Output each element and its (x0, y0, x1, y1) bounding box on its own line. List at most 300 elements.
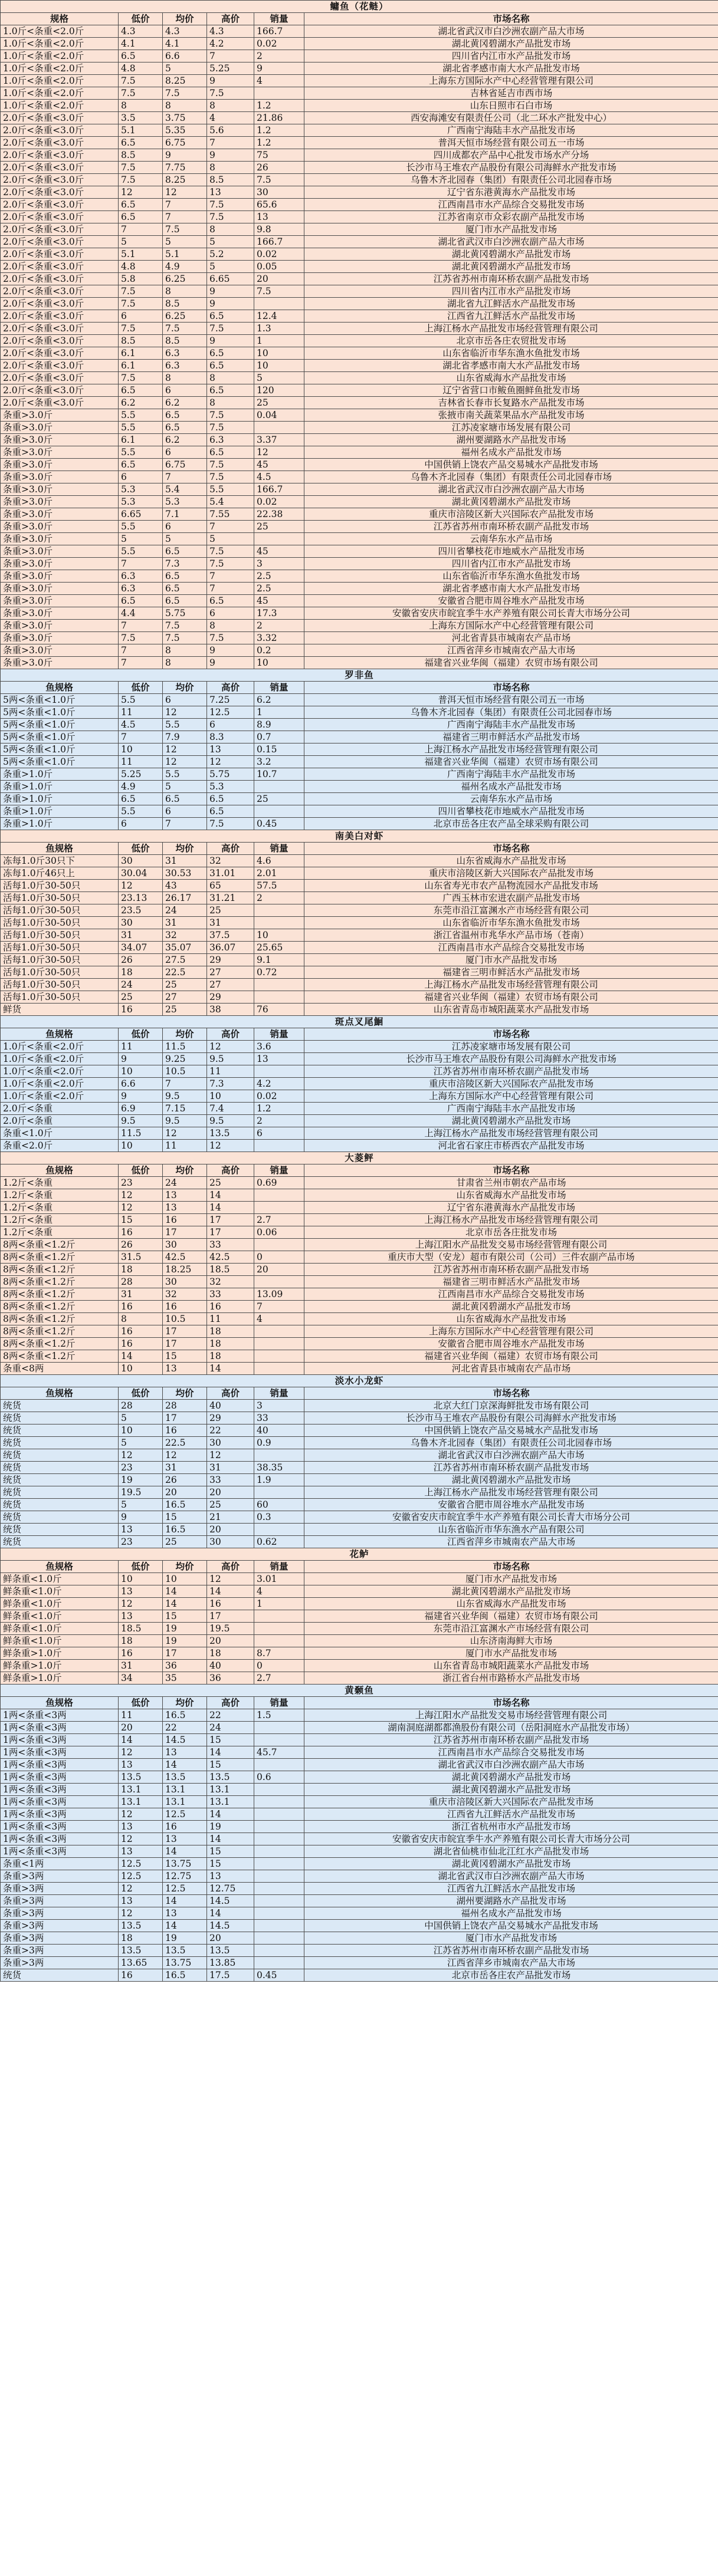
high-price-cell: 30 (207, 1437, 254, 1449)
table-row (1, 867, 718, 880)
low-price-cell: 7.5 (119, 632, 163, 644)
high-price-cell: 32 (207, 855, 254, 867)
spec-cell: 8两<条重<1.2斤 (1, 1251, 119, 1264)
volume-cell: 5 (254, 372, 304, 384)
high-price-cell: 36.07 (207, 942, 254, 954)
market-name-cell: 上海江杨水产品批发市场经营管理有限公司 (304, 1486, 718, 1499)
spec-cell: 1.0斤<条重<2.0斤 (1, 1090, 119, 1103)
market-name-cell: 上海东方国际水产中心经营管理有限公司 (304, 1325, 718, 1338)
high-price-cell: 15 (207, 1759, 254, 1771)
volume-cell: 1.5 (254, 1709, 304, 1722)
low-price-cell: 16 (119, 1004, 163, 1016)
spec-cell: 2.0斤<条重<3.0斤 (1, 174, 119, 186)
low-price-cell: 6.3 (119, 570, 163, 583)
low-price-cell: 8 (119, 100, 163, 112)
market-name-cell: 东莞市沿江富渊水产市场经营有限公司 (304, 1623, 718, 1635)
table-row (1, 1053, 718, 1065)
spec-cell: 2.0斤<条重<3.0斤 (1, 298, 119, 310)
volume-cell: 0.69 (254, 1177, 304, 1189)
spec-cell: 活每1.0斤30-50只 (1, 966, 119, 979)
table-row (1, 1177, 718, 1189)
volume-cell (254, 1796, 304, 1808)
avg-price-cell: 6 (163, 805, 207, 818)
table-row (1, 1932, 718, 1945)
market-name-cell: 厦门市水产品批发市场 (304, 954, 718, 966)
market-name-cell: 中国供销上饶农产品交易城水产品批发市场 (304, 1920, 718, 1932)
market-name-cell: 湖北黄冈碧湖水产品批发市场 (304, 496, 718, 508)
low-price-cell: 7.5 (119, 162, 163, 174)
table-row (1, 100, 718, 112)
avg-price-cell: 22.5 (163, 966, 207, 979)
spec-cell: 统货 (1, 1524, 119, 1536)
avg-price-cell: 6.5 (163, 793, 207, 805)
column-header-row (1, 843, 718, 855)
volume-cell: 3.2 (254, 756, 304, 768)
column-header-row (1, 1697, 718, 1709)
spec-cell: 1.0斤<条重<2.0斤 (1, 75, 119, 87)
spec-cell: 鲜条重>1.0斤 (1, 1660, 119, 1672)
volume-cell: 0.7 (254, 731, 304, 743)
column-header: 均价 (163, 1387, 207, 1400)
volume-cell (254, 917, 304, 929)
low-price-cell: 13 (119, 1524, 163, 1536)
high-price-cell: 20 (207, 1932, 254, 1945)
avg-price-cell: 13 (163, 1907, 207, 1920)
spec-cell: 统货 (1, 1536, 119, 1548)
table-row (1, 719, 718, 731)
market-name-cell: 江苏省苏州市南环桥农副产品批发市场 (304, 521, 718, 533)
spec-cell: 8两<条重<1.2斤 (1, 1350, 119, 1363)
table-row (1, 211, 718, 223)
table-row (1, 372, 718, 384)
table-row (1, 1623, 718, 1635)
low-price-cell: 19 (119, 1474, 163, 1486)
low-price-cell: 4.4 (119, 607, 163, 620)
high-price-cell: 14 (207, 1585, 254, 1598)
avg-price-cell: 17 (163, 1647, 207, 1660)
market-name-cell: 长沙市马王堆农产品股份有限公司海鲜水产批发市场 (304, 1412, 718, 1424)
market-name-cell: 辽宁省营口市鲅鱼圈鲜鱼批发市场 (304, 384, 718, 397)
high-price-cell: 13.1 (207, 1784, 254, 1796)
spec-cell: 8两<条重<1.2斤 (1, 1239, 119, 1251)
high-price-cell: 31.21 (207, 892, 254, 904)
low-price-cell: 10 (119, 1140, 163, 1152)
spec-cell: 1两<条重<3两 (1, 1722, 119, 1734)
avg-price-cell: 8.5 (163, 298, 207, 310)
table-row (1, 1907, 718, 1920)
low-price-cell: 13 (119, 1585, 163, 1598)
market-name-cell: 湖北省孝感市南大水产品批发市场 (304, 360, 718, 372)
column-header: 低价 (119, 1561, 163, 1573)
low-price-cell: 30.04 (119, 867, 163, 880)
high-price-cell: 9 (207, 657, 254, 669)
spec-cell: 条重>3.0斤 (1, 434, 119, 446)
table-row (1, 1524, 718, 1536)
avg-price-cell: 4.3 (163, 25, 207, 38)
market-name-cell: 普洱天恒市场经营有限公司五一市场 (304, 694, 718, 706)
spec-cell: 5两<条重<1.0斤 (1, 756, 119, 768)
market-name-cell: 江西省九江鲜活水产品批发市场 (304, 310, 718, 323)
column-header: 市场名称 (304, 682, 718, 694)
table-row (1, 620, 718, 632)
volume-cell: 0.9 (254, 1437, 304, 1449)
spec-cell: 鲜条重<1.0斤 (1, 1635, 119, 1647)
spec-cell: 1两<条重<3两 (1, 1784, 119, 1796)
high-price-cell: 8 (207, 223, 254, 236)
spec-cell: 鲜货 (1, 1004, 119, 1016)
high-price-cell: 7.5 (207, 545, 254, 558)
volume-cell (254, 1325, 304, 1338)
avg-price-cell: 19 (163, 1635, 207, 1647)
spec-cell: 1.0斤<条重<2.0斤 (1, 100, 119, 112)
low-price-cell: 12 (119, 1883, 163, 1895)
table-row (1, 1920, 718, 1932)
table-row (1, 1610, 718, 1623)
avg-price-cell: 6.5 (163, 583, 207, 595)
volume-cell: 3.6 (254, 1041, 304, 1053)
avg-price-cell: 7 (163, 211, 207, 223)
market-name-cell: 江苏凌家塘市场发展有限公司 (304, 1041, 718, 1053)
market-name-cell: 重庆市涪陵区新大兴国际农产品批发市场 (304, 867, 718, 880)
low-price-cell: 7 (119, 223, 163, 236)
volume-cell (254, 979, 304, 991)
spec-cell: 鲜条重<1.0斤 (1, 1623, 119, 1635)
low-price-cell: 6.5 (119, 595, 163, 607)
avg-price-cell: 7.9 (163, 731, 207, 743)
market-name-cell: 安徽省安庆市皖宜季牛水产养殖有限公司长青大市场分公司 (304, 607, 718, 620)
table-row (1, 743, 718, 756)
volume-cell: 40 (254, 1424, 304, 1437)
high-price-cell: 18.5 (207, 1264, 254, 1276)
high-price-cell: 6 (207, 719, 254, 731)
avg-price-cell: 5.5 (163, 719, 207, 731)
table-row (1, 422, 718, 434)
high-price-cell: 6.3 (207, 434, 254, 446)
low-price-cell: 13.5 (119, 1945, 163, 1957)
avg-price-cell: 24 (163, 1177, 207, 1189)
volume-cell (254, 1808, 304, 1821)
spec-cell: 2.0斤<条重<3.0斤 (1, 248, 119, 261)
volume-cell: 0.02 (254, 496, 304, 508)
spec-cell: 条重<1.0斤 (1, 1127, 119, 1140)
volume-cell (254, 1350, 304, 1363)
market-name-cell: 福建省三明市鲜活水产品批发市场 (304, 731, 718, 743)
spec-cell: 8两<条重<1.2斤 (1, 1313, 119, 1325)
spec-cell: 5两<条重<1.0斤 (1, 694, 119, 706)
spec-cell: 1两<条重<3两 (1, 1833, 119, 1845)
low-price-cell: 11.5 (119, 1127, 163, 1140)
table-row (1, 706, 718, 719)
column-header: 均价 (163, 682, 207, 694)
volume-cell (254, 1486, 304, 1499)
spec-cell: 条重>3两 (1, 1870, 119, 1883)
avg-price-cell: 13.75 (163, 1858, 207, 1870)
table-row (1, 1214, 718, 1226)
avg-price-cell: 25 (163, 1536, 207, 1548)
spec-cell: 1.0斤<条重<2.0斤 (1, 1053, 119, 1065)
table-row (1, 38, 718, 50)
avg-price-cell: 6.75 (163, 459, 207, 471)
low-price-cell: 12.5 (119, 1870, 163, 1883)
volume-cell: 33 (254, 1412, 304, 1424)
avg-price-cell: 16.5 (163, 1524, 207, 1536)
volume-cell (254, 805, 304, 818)
low-price-cell: 11 (119, 706, 163, 719)
spec-cell: 1.2斤<条重 (1, 1189, 119, 1202)
table-row (1, 75, 718, 87)
low-price-cell: 5.5 (119, 805, 163, 818)
column-header-row (1, 1387, 718, 1400)
spec-cell: 5两<条重<1.0斤 (1, 743, 119, 756)
high-price-cell: 18 (207, 1647, 254, 1660)
low-price-cell: 5 (119, 1499, 163, 1511)
avg-price-cell: 12 (163, 706, 207, 719)
low-price-cell: 7.5 (119, 174, 163, 186)
column-header: 低价 (119, 1164, 163, 1177)
market-name-cell: 湖州要湖路水产品批发市场 (304, 434, 718, 446)
avg-price-cell: 8 (163, 644, 207, 657)
spec-cell: 条重>3.0斤 (1, 644, 119, 657)
spec-cell: 5两<条重<1.0斤 (1, 731, 119, 743)
high-price-cell: 6.5 (207, 360, 254, 372)
table-row (1, 768, 718, 781)
avg-price-cell: 13 (163, 1746, 207, 1759)
high-price-cell: 7 (207, 570, 254, 583)
low-price-cell: 5 (119, 1437, 163, 1449)
volume-cell: 2.01 (254, 867, 304, 880)
volume-cell: 0 (254, 1660, 304, 1672)
spec-cell: 1.0斤<条重<2.0斤 (1, 38, 119, 50)
spec-cell: 1两<条重<3两 (1, 1796, 119, 1808)
market-name-cell: 江苏省苏州市南环桥农副产品批发市场 (304, 273, 718, 285)
spec-cell: 条重>3.0斤 (1, 583, 119, 595)
high-price-cell: 7 (207, 50, 254, 62)
avg-price-cell: 32 (163, 929, 207, 942)
table-row (1, 1784, 718, 1796)
table-row (1, 87, 718, 100)
spec-cell: 2.0斤<条重<3.0斤 (1, 335, 119, 347)
avg-price-cell: 6.5 (163, 422, 207, 434)
avg-price-cell: 10.5 (163, 1065, 207, 1078)
avg-price-cell: 17 (163, 1325, 207, 1338)
table-row (1, 855, 718, 867)
avg-price-cell: 16 (163, 1301, 207, 1313)
volume-cell: 0.15 (254, 743, 304, 756)
avg-price-cell: 6.5 (163, 545, 207, 558)
table-row (1, 545, 718, 558)
volume-cell: 10 (254, 360, 304, 372)
spec-cell: 2.0斤<条重<3.0斤 (1, 223, 119, 236)
avg-price-cell: 16.5 (163, 1969, 207, 1982)
volume-cell (254, 781, 304, 793)
high-price-cell: 9 (207, 149, 254, 162)
spec-cell: 2.0斤<条重<3.0斤 (1, 162, 119, 174)
high-price-cell: 32 (207, 1276, 254, 1288)
spec-cell: 活每1.0斤30-50只 (1, 954, 119, 966)
volume-cell: 3.37 (254, 434, 304, 446)
low-price-cell: 15 (119, 1214, 163, 1226)
table-row (1, 781, 718, 793)
volume-cell (254, 1338, 304, 1350)
spec-cell: 活每1.0斤30-50只 (1, 892, 119, 904)
spec-cell: 条重>3.0斤 (1, 459, 119, 471)
volume-cell: 1.2 (254, 1103, 304, 1115)
high-price-cell: 13 (207, 743, 254, 756)
table-row (1, 1363, 718, 1375)
column-header: 均价 (163, 1561, 207, 1573)
low-price-cell: 6.9 (119, 1103, 163, 1115)
avg-price-cell: 12 (163, 1127, 207, 1140)
volume-cell: 22.38 (254, 508, 304, 521)
low-price-cell: 7 (119, 620, 163, 632)
high-price-cell: 7.4 (207, 1103, 254, 1115)
spec-cell: 条重<1两 (1, 1858, 119, 1870)
spec-cell: 2.0斤<条重<3.0斤 (1, 323, 119, 335)
volume-cell: 1.9 (254, 1474, 304, 1486)
low-price-cell: 13.5 (119, 1920, 163, 1932)
table-row (1, 62, 718, 75)
market-name-cell: 上海东方国际水产中心经营管理有限公司 (304, 620, 718, 632)
column-header: 销量 (254, 1164, 304, 1177)
volume-cell: 2.5 (254, 570, 304, 583)
spec-cell: 条重>3.0斤 (1, 632, 119, 644)
low-price-cell: 8 (119, 1313, 163, 1325)
table-row (1, 1115, 718, 1127)
market-name-cell: 安徽省安庆市皖宜季牛水产养殖有限公司长青大市场分公司 (304, 1511, 718, 1524)
high-price-cell: 31 (207, 1462, 254, 1474)
spec-cell: 条重>3.0斤 (1, 595, 119, 607)
spec-cell: 5两<条重<1.0斤 (1, 706, 119, 719)
high-price-cell: 6.5 (207, 347, 254, 360)
low-price-cell: 6.6 (119, 1078, 163, 1090)
market-name-cell: 江苏省苏州市南环桥农副产品批发市场 (304, 1065, 718, 1078)
table-row (1, 1350, 718, 1363)
low-price-cell: 16 (119, 1301, 163, 1313)
high-price-cell: 65 (207, 880, 254, 892)
low-price-cell: 18 (119, 1264, 163, 1276)
volume-cell (254, 1202, 304, 1214)
avg-price-cell: 7.75 (163, 162, 207, 174)
spec-cell: 2.0斤<条重<3.0斤 (1, 273, 119, 285)
high-price-cell: 12.5 (207, 706, 254, 719)
avg-price-cell: 9 (163, 149, 207, 162)
avg-price-cell: 8 (163, 285, 207, 298)
market-name-cell: 山东省威海水产品批发市场 (304, 1313, 718, 1325)
table-row (1, 1103, 718, 1115)
market-name-cell: 厦门市水产品批发市场 (304, 223, 718, 236)
low-price-cell: 10 (119, 1573, 163, 1585)
avg-price-cell: 19 (163, 1932, 207, 1945)
volume-cell: 9.8 (254, 223, 304, 236)
avg-price-cell: 13.1 (163, 1784, 207, 1796)
low-price-cell: 28 (119, 1400, 163, 1412)
avg-price-cell: 16 (163, 1821, 207, 1833)
low-price-cell: 5.8 (119, 273, 163, 285)
spec-cell: 条重>1.0斤 (1, 768, 119, 781)
spec-cell: 8两<条重<1.2斤 (1, 1338, 119, 1350)
spec-cell: 1.2斤<条重 (1, 1226, 119, 1239)
market-name-cell: 湖北省孝感市南大水产品批发市场 (304, 62, 718, 75)
market-name-cell: 中国供销上饶农产品交易城水产品批发市场 (304, 459, 718, 471)
spec-cell: 条重>3.0斤 (1, 620, 119, 632)
low-price-cell: 12 (119, 1189, 163, 1202)
spec-cell: 条重>3.0斤 (1, 409, 119, 422)
table-row (1, 1424, 718, 1437)
avg-price-cell: 5 (163, 62, 207, 75)
high-price-cell: 30 (207, 1536, 254, 1548)
spec-cell: 1.2斤<条重 (1, 1202, 119, 1214)
spec-cell: 活每1.0斤30-50只 (1, 991, 119, 1004)
table-row (1, 1647, 718, 1660)
spec-cell: 1.0斤<条重<2.0斤 (1, 62, 119, 75)
section-title-row (1, 669, 718, 682)
spec-cell: 1.2斤<条重 (1, 1177, 119, 1189)
table-row (1, 459, 718, 471)
table-row (1, 1771, 718, 1784)
table-row (1, 1004, 718, 1016)
avg-price-cell: 13.1 (163, 1796, 207, 1808)
column-header: 鱼规格 (1, 1561, 119, 1573)
low-price-cell: 4.5 (119, 719, 163, 731)
low-price-cell: 6.1 (119, 434, 163, 446)
low-price-cell: 24 (119, 979, 163, 991)
market-name-cell: 山东省威海水产品批发市场 (304, 1189, 718, 1202)
volume-cell (254, 1858, 304, 1870)
volume-cell: 0.02 (254, 248, 304, 261)
avg-price-cell: 18.25 (163, 1264, 207, 1276)
low-price-cell: 12.5 (119, 1858, 163, 1870)
market-name-cell: 乌鲁木齐北园春（集团）有限责任公司北园春市场 (304, 706, 718, 719)
spec-cell: 1.0斤<条重<2.0斤 (1, 25, 119, 38)
market-name-cell: 长沙市马王堆农产品股份有限公司海鲜水产批发市场 (304, 1053, 718, 1065)
market-name-cell: 北京市岳各庄农产品批发市场 (304, 1969, 718, 1982)
market-name-cell: 河北省青县市城南农产品市场 (304, 1363, 718, 1375)
section-title-row (1, 1152, 718, 1164)
volume-cell: 0.02 (254, 38, 304, 50)
low-price-cell: 31 (119, 1288, 163, 1301)
column-header: 高价 (207, 1697, 254, 1709)
market-name-cell: 山东省青岛市城阳蔬菜水产品批发市场 (304, 1004, 718, 1016)
section-title: 黄颡鱼 (1, 1685, 718, 1697)
spec-cell: 鲜条重>1.0斤 (1, 1672, 119, 1685)
table-row (1, 174, 718, 186)
high-price-cell: 14 (207, 1907, 254, 1920)
avg-price-cell: 7.5 (163, 87, 207, 100)
high-price-cell: 36 (207, 1672, 254, 1685)
avg-price-cell: 5.5 (163, 768, 207, 781)
spec-cell: 8两<条重<1.2斤 (1, 1288, 119, 1301)
spec-cell: 条重<2.0斤 (1, 1140, 119, 1152)
low-price-cell: 3.5 (119, 112, 163, 124)
volume-cell: 45 (254, 459, 304, 471)
table-row (1, 1833, 718, 1845)
low-price-cell: 11 (119, 1709, 163, 1722)
column-header: 低价 (119, 13, 163, 25)
avg-price-cell: 20 (163, 1486, 207, 1499)
market-name-cell: 西安海滩安有限责任公司（北二环水产批发中心） (304, 112, 718, 124)
table-row (1, 1808, 718, 1821)
volume-cell: 1.3 (254, 323, 304, 335)
column-header: 市场名称 (304, 1697, 718, 1709)
avg-price-cell: 14 (163, 1895, 207, 1907)
volume-cell (254, 1759, 304, 1771)
table-row (1, 694, 718, 706)
table-row (1, 1189, 718, 1202)
low-price-cell: 23 (119, 1536, 163, 1548)
high-price-cell: 5.4 (207, 496, 254, 508)
market-name-cell: 湖北黄冈碧湖水产品批发市场 (304, 1771, 718, 1784)
table-row (1, 1140, 718, 1152)
